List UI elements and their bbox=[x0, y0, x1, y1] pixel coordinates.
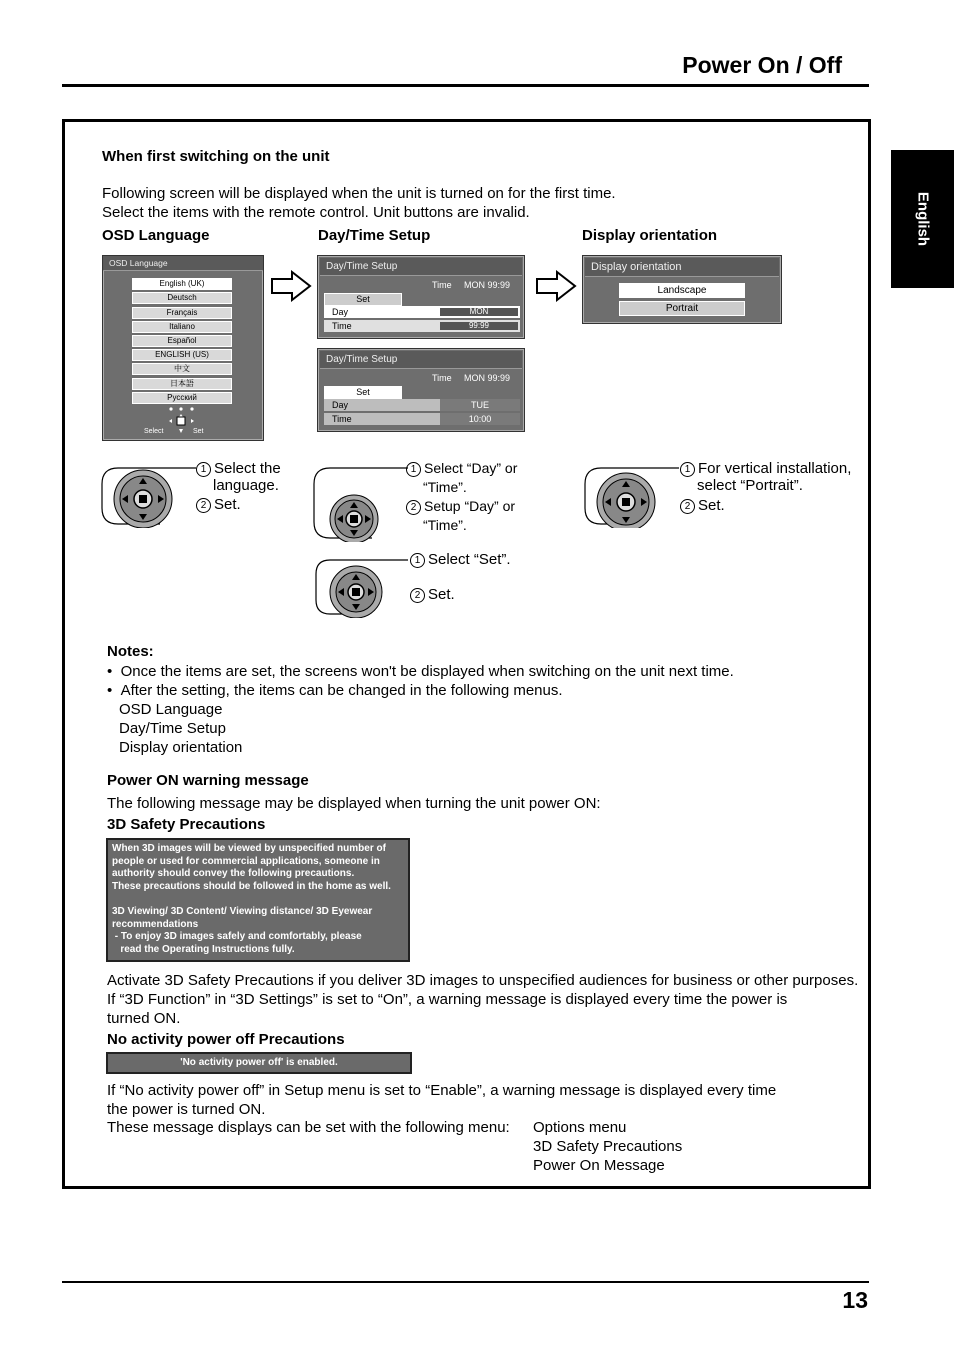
intro-heading: When first switching on the unit bbox=[102, 148, 330, 165]
step-number: 2 bbox=[680, 499, 695, 514]
step-number: 1 bbox=[410, 553, 425, 568]
step-text: Set. bbox=[428, 586, 455, 603]
set-button[interactable]: Set bbox=[324, 386, 402, 399]
osd-set-label: Set bbox=[193, 428, 204, 435]
osd-language-option[interactable]: English (UK) bbox=[132, 278, 232, 290]
safety-box-line: When 3D images will be viewed by unspecified number of bbox=[112, 843, 386, 854]
safety-warning-box bbox=[106, 838, 410, 962]
remote-control-icon bbox=[312, 462, 412, 542]
remote-control-icon bbox=[583, 462, 683, 528]
current-time-label: Time bbox=[432, 280, 452, 290]
step-number: 2 bbox=[410, 588, 425, 603]
osd-select-label: Select bbox=[144, 428, 164, 435]
power-warning-heading: Power ON warning message bbox=[107, 772, 309, 789]
safety-box-line: 3D Viewing/ 3D Content/ Viewing distance/ 3D Eyewear bbox=[112, 905, 373, 917]
current-time-value: MON 99:99 bbox=[464, 373, 511, 383]
notes-bullet-2-text: After the setting, the items can be changed in the following menus. bbox=[120, 682, 563, 699]
step-number: 1 bbox=[196, 462, 211, 477]
bottom-rule bbox=[62, 1281, 869, 1283]
time-value-field[interactable] bbox=[440, 322, 518, 330]
time-label: Time bbox=[332, 321, 352, 331]
osd-step-1-cont: language. bbox=[213, 477, 279, 494]
landscape-option[interactable]: Landscape bbox=[619, 283, 745, 298]
day-value-field[interactable] bbox=[440, 399, 520, 411]
day-label: Day bbox=[332, 307, 349, 317]
day-row[interactable] bbox=[324, 399, 520, 411]
safety-box-line: people or used for commercial applications, someone in bbox=[112, 855, 380, 867]
safety-box-line bbox=[112, 893, 408, 906]
daytime-step-2-cont: “Time”. bbox=[423, 517, 467, 533]
no-activity-text-1: If “No activity power off” in Setup menu is set to “Enable”, a warning message is displayed every time bbox=[107, 1082, 777, 1099]
power-warning-text: The following message may be displayed when turning the unit power ON: bbox=[107, 795, 601, 812]
safety-box-line: read the Operating Instructions fully. bbox=[112, 943, 295, 955]
step-text: Select the bbox=[214, 460, 281, 477]
remote-control-icon bbox=[314, 556, 414, 618]
column-orientation-heading: Display orientation bbox=[582, 227, 718, 244]
intro-line-1: Following screen will be displayed when the unit is turned on for the first time. bbox=[102, 185, 616, 202]
daytime-menu-title: Day/Time Setup bbox=[320, 258, 522, 276]
current-time-value: MON 99:99 bbox=[464, 280, 511, 290]
settings-menu-item: Options menu bbox=[533, 1119, 627, 1136]
daytime-menu-2 bbox=[317, 348, 525, 432]
no-activity-text-3: These message displays can be set with the following menu: bbox=[107, 1119, 510, 1136]
orientation-step-2 bbox=[680, 496, 725, 515]
osd-language-option[interactable]: Deutsch bbox=[132, 292, 232, 304]
step-text: Select “Set”. bbox=[428, 551, 511, 568]
notes-heading: Notes: bbox=[107, 643, 154, 660]
time-row[interactable] bbox=[324, 413, 520, 425]
daytime-step-1-cont: “Time”. bbox=[423, 479, 467, 495]
orientation-menu bbox=[582, 255, 782, 324]
column-daytime-heading: Day/Time Setup bbox=[318, 227, 431, 244]
next-arrow-icon bbox=[535, 270, 577, 302]
osd-language-option[interactable]: 中文 bbox=[132, 363, 232, 375]
safety-text-3: turned ON. bbox=[107, 1010, 181, 1027]
osd-language-option[interactable]: Italiano bbox=[132, 321, 232, 333]
daytime-menu-1 bbox=[317, 255, 525, 339]
no-activity-text-2: the power is turned ON. bbox=[107, 1101, 266, 1118]
language-tab-label: English bbox=[914, 191, 931, 247]
page-number: 13 bbox=[842, 1287, 868, 1313]
time-label: Time bbox=[332, 414, 352, 424]
daytime-set-step-2 bbox=[410, 585, 455, 604]
day-label: Day bbox=[332, 400, 349, 410]
step-number: 1 bbox=[406, 462, 421, 477]
daytime-menu-title: Day/Time Setup bbox=[320, 351, 522, 369]
top-rule bbox=[62, 84, 869, 87]
next-arrow-icon bbox=[270, 270, 312, 302]
language-tab bbox=[891, 150, 954, 288]
no-activity-heading: No activity power off Precautions bbox=[107, 1031, 345, 1048]
day-value: MON bbox=[469, 307, 489, 316]
orientation-step-1-cont: select “Portrait”. bbox=[697, 477, 803, 494]
time-row[interactable] bbox=[324, 320, 520, 332]
daytime-step-2 bbox=[406, 497, 515, 516]
daytime-step-1 bbox=[406, 459, 517, 478]
day-row[interactable] bbox=[324, 306, 520, 318]
safety-text-2: If “3D Function” in “3D Settings” is set to “On”, a warning message is displayed every time the power is bbox=[107, 991, 788, 1008]
notes-bullet-2: • After the setting, the items can be changed in the following menus. bbox=[107, 682, 563, 699]
step-text: Setup “Day” or bbox=[424, 498, 516, 514]
intro-line-2: Select the items with the remote control. Unit buttons are invalid. bbox=[102, 204, 530, 221]
step-text: Select “Day” or bbox=[424, 460, 518, 476]
safety-box-line: - To enjoy 3D images safely and comfortably, please bbox=[112, 931, 362, 943]
remote-control-icon bbox=[100, 462, 200, 528]
day-value-field[interactable] bbox=[440, 308, 518, 316]
time-value: 99:99 bbox=[468, 321, 490, 330]
day-value: TUE bbox=[471, 400, 489, 410]
notes-bullet-1: • Once the items are set, the screens won't be displayed when switching on the unit next time. bbox=[107, 663, 734, 680]
osd-language-option[interactable]: ENGLISH (US) bbox=[132, 349, 232, 361]
step-text: Set. bbox=[698, 497, 725, 514]
current-time-label: Time bbox=[432, 373, 452, 383]
notes-bullet-1-text: Once the items are set, the screens won't be displayed when switching on the unit next time. bbox=[120, 663, 734, 680]
safety-text-1: Activate 3D Safety Precautions if you deliver 3D images to unspecified audiences for business or other purposes. bbox=[107, 972, 859, 989]
time-value: 10:00 bbox=[468, 414, 492, 424]
safety-box-line: These precautions should be followed in the home as well. bbox=[112, 880, 391, 892]
orientation-menu-title: Display orientation bbox=[585, 258, 779, 277]
no-activity-box: 'No activity power off' is enabled. bbox=[106, 1052, 412, 1074]
safety-box-line: authority should convey the following precautions. bbox=[112, 868, 355, 880]
osd-language-option[interactable]: Español bbox=[132, 335, 232, 347]
time-value-field[interactable] bbox=[440, 413, 520, 425]
safety-box-line: recommendations bbox=[112, 918, 199, 930]
settings-menu-item: Power On Message bbox=[533, 1157, 665, 1174]
notes-menu-item: Display orientation bbox=[119, 739, 243, 756]
page-title: Power On / Off bbox=[682, 52, 842, 78]
osd-language-option[interactable]: Русский bbox=[132, 392, 232, 404]
step-text: Set. bbox=[214, 496, 241, 513]
set-button[interactable]: Set bbox=[324, 293, 402, 306]
safety-heading: 3D Safety Precautions bbox=[107, 816, 266, 833]
step-number: 2 bbox=[406, 500, 421, 515]
portrait-option[interactable]: Portrait bbox=[619, 301, 745, 316]
osd-language-option[interactable]: 日本語 bbox=[132, 378, 232, 390]
osd-language-option[interactable]: Français bbox=[132, 307, 232, 319]
osd-step-2 bbox=[196, 495, 241, 514]
notes-menu-item: OSD Language bbox=[119, 701, 223, 718]
step-number: 2 bbox=[196, 498, 211, 513]
settings-menu-item: 3D Safety Precautions bbox=[533, 1138, 683, 1155]
column-osd-heading: OSD Language bbox=[102, 227, 210, 244]
daytime-set-step-1 bbox=[410, 550, 511, 569]
osd-menu-title: OSD Language bbox=[103, 256, 263, 271]
step-number: 1 bbox=[680, 462, 695, 477]
notes-menu-item: Day/Time Setup bbox=[119, 720, 226, 737]
osd-language-menu bbox=[102, 255, 264, 441]
step-text: For vertical installation, bbox=[698, 460, 852, 477]
